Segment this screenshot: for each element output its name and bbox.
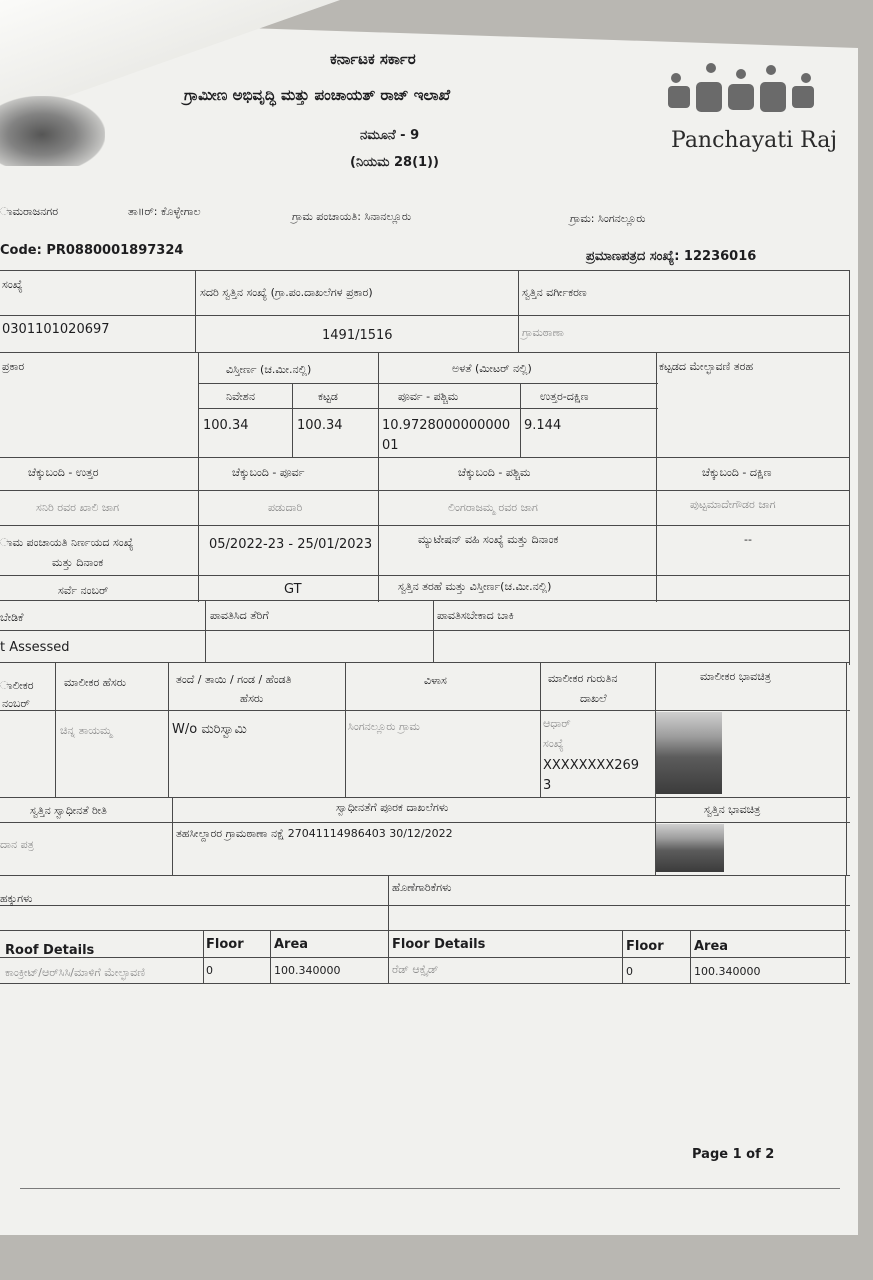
site-area: 100.34: [203, 418, 249, 433]
north-boundary: ಸನಿರಿ ರವರ ಖಾಲಿ ಜಾಗ: [36, 501, 120, 514]
property-id: 0301101020697: [2, 322, 110, 337]
owner-id-number-cont: 3: [543, 778, 552, 793]
relation-header-cont: ಹೆಸರು: [240, 692, 264, 705]
west-boundary-header: ಚೆಕ್ಕುಬಂದಿ - ಪಶ್ಚಿಮ: [458, 466, 531, 479]
measure-header: ಅಳತೆ (ಮೀಟರ್ ನಲ್ಲಿ): [452, 362, 532, 375]
survey-label: ಸರ್ವೆ ನಂಬರ್: [58, 584, 109, 597]
area-header: ವಿಸ್ತೀರ್ಣ (ಚ.ಮೀ.ನಲ್ಲಿ): [226, 363, 312, 376]
east-boundary-header: ಚೆಕ್ಕುಬಂದಿ - ಪೂರ್ವ: [232, 466, 305, 479]
roof-area-header: Area: [274, 937, 309, 952]
type-header: ಪ್ರಕಾರ: [2, 360, 25, 373]
floor-floor-header: Floor: [626, 939, 664, 954]
rights-header: ಹಕ್ಕುಗಳು: [0, 892, 33, 905]
demand-header: ಬೇಡಿಕೆ: [0, 611, 24, 624]
property-photo: [656, 824, 724, 872]
north-south-measure: 9.144: [524, 418, 562, 433]
north-south-header: ಉತ್ತರ-ದಕ್ಷಿಣ: [540, 390, 589, 403]
floor-type: ರೆಡ್ ಆಕ್ಸೈಡ್: [392, 963, 439, 976]
ownership-docs-header: ಸ್ವಾಧೀನತೆಗೆ ಪೂರಕ ದಾಖಲೆಗಳು: [336, 801, 449, 814]
sankhye-header: ಸಂಖ್ಯೆ: [2, 278, 23, 291]
paid-tax-header: ಪಾವತಿಸಿದ ತೆರಿಗೆ: [210, 609, 269, 622]
owner-id-label: ಸಂಖ್ಯೆ: [543, 737, 564, 750]
building-area: 100.34: [297, 418, 343, 433]
form-number: ನಮೂನೆ - 9: [360, 128, 420, 143]
classification: ಗ್ರಾಮಠಾಣಾ: [522, 326, 564, 339]
property-number: 1491/1516: [322, 328, 393, 343]
ownership-docs: ತಹಸೀಲ್ದಾರರ ಗ್ರಾಮಠಾಣಾ ನಕ್ಷೆ 27041114986403 30/12/2022: [176, 827, 453, 840]
demand-value: t Assessed: [0, 640, 70, 655]
form-rule: (ನಿಯಮ 28(1)): [350, 155, 439, 170]
relation-header: ತಂದೆ / ತಾಯಿ / ಗಂಡ / ಹೆಂಡತಿ: [176, 673, 292, 686]
owner-no-header-cont: ನಂಬರ್: [2, 697, 30, 710]
east-boundary: ಪಡುದಾರಿ: [268, 501, 303, 514]
state-emblem-icon: [0, 96, 105, 166]
west-boundary: ಲಿಂಗರಾಜಮ್ಮ ರವರ ಜಾಗ: [448, 501, 538, 514]
taluk: ತಾ॥ರ್: ಕೊಳ್ಳೇಗಾಲ: [128, 205, 201, 218]
owner-photo-header: ಮಾಲೀಕರ ಭಾವಚಿತ್ರ: [700, 670, 771, 683]
page-number: Page 1 of 2: [692, 1147, 775, 1162]
roof-details-header: Roof Details: [5, 943, 95, 958]
south-boundary-header: ಚೆಕ್ಕುಬಂದಿ - ದಕ್ಷಿಣ: [702, 466, 772, 479]
dept-title: ಗ್ರಾಮೀಣ ಅಭಿವೃದ್ಧಿ ಮತ್ತು ಪಂಚಾಯತ್ ರಾಜ್ ಇಲಾಖೆ: [184, 86, 451, 104]
liabilities-header: ಹೊಣೆಗಾರಿಕೆಗಳು: [392, 881, 452, 894]
floor-details-header: Floor Details: [392, 937, 486, 952]
owner-id-number: XXXXXXXX269: [543, 758, 640, 773]
roof-area: 100.340000: [274, 964, 341, 977]
address-header: ವಿಳಾಸ: [424, 674, 447, 687]
site-header: ನಿವೇಶನ: [226, 390, 255, 403]
district: ಾಮರಾಜನಗರ: [0, 205, 59, 218]
building-header: ಕಟ್ಟಡ: [318, 390, 338, 403]
floor-floor: 0: [626, 965, 633, 978]
property-photo-header: ಸ್ವತ್ತಿನ ಭಾವಚಿತ್ರ: [704, 803, 761, 816]
village: ಗ್ರಾಮ: ಸಿಂಗನಲ್ಲೂರು: [570, 212, 646, 225]
south-boundary: ಪುಟ್ಟಮಾದೇಗೌಡರ ಜಾಗ: [690, 498, 776, 511]
owner-address: ಸಿಂಗನಲ್ಲೂರು ಗ್ರಾಮ: [348, 720, 420, 733]
certificate-number: ಪ್ರಮಾಣಪತ್ರದ ಸಂಖ್ಯೆ: 12236016: [586, 249, 757, 264]
east-west-header: ಪೂರ್ವ - ಪಶ್ಚಿಮ: [398, 390, 459, 403]
north-boundary-header: ಚೆಕ್ಕುಬಂದಿ - ಉತ್ತರ: [28, 466, 99, 479]
owner-relation: W/o ಮರಿಸ್ವಾಮಿ: [172, 722, 247, 737]
property-code: Code: PR0880001897324: [0, 243, 184, 258]
owner-name: ಚಿನ್ನ ತಾಯಮ್ಮ: [60, 724, 112, 737]
owner-id-header-cont: ದಾಖಲೆ: [580, 692, 607, 705]
owner-name-header: ಮಾಲೀಕರ ಹೆಸರು: [64, 676, 127, 689]
due-tax-header: ಪಾವತಿಸಬೇಕಾದ ಬಾಕಿ: [437, 609, 514, 622]
owner-id-type: ಆಧಾರ್: [543, 717, 571, 730]
east-west-measure-cont: 01: [382, 438, 399, 453]
mutation-label: ಮ್ಯುಟೇಷನ್ ವಹಿ ಸಂಖ್ಯೆ ಮತ್ತು ದಿನಾಂಕ: [418, 533, 559, 546]
panchayati-raj-logo-icon: [666, 60, 816, 125]
ownership-mode: ದಾನ ಪತ್ರ: [0, 838, 34, 851]
owner-photo: [656, 712, 722, 794]
property-nature-label: ಸ್ವತ್ತಿನ ತರಹೆ ಮತ್ತು ವಿಸ್ತೀರ್ಣ(ಚ.ಮೀ.ನಲ್ಲಿ): [398, 580, 552, 593]
ownership-mode-header: ಸ್ವತ್ತಿನ ಸ್ವಾಧೀನತೆ ರೀತಿ: [30, 804, 107, 817]
classification-header: ಸ್ವತ್ತಿನ ವರ್ಗೀಕರಣ: [522, 286, 587, 299]
floor-area-header: Area: [694, 939, 729, 954]
east-west-measure: 10.9728000000000: [382, 418, 511, 433]
mutation-value: --: [744, 533, 752, 546]
resolution-label: ಾಮ ಪಂಚಾಯತಿ ನಿರ್ಣಯದ ಸಂಖ್ಯೆ: [0, 536, 134, 549]
roof-floor-header: Floor: [206, 937, 244, 952]
gram-panchayat: ಗ್ರಾಮ ಪಂಚಾಯತಿ: ಸಿನಾನಲ್ಲೂರು: [292, 210, 412, 223]
survey-value: GT: [284, 582, 302, 597]
roof-type: ಕಾಂಕ್ರೀಟ್/ಆರ್‌ಸಿಸಿ/ಮಾಳಿಗೆ ಮೇಲ್ಛಾವಣಿ: [5, 966, 145, 979]
panchayati-raj-logo-text: Panchayati Raj: [671, 128, 838, 153]
owner-no-header: ಾಲೀಕರ: [0, 679, 34, 692]
property-no-header: ಸದರಿ ಸ್ವತ್ತಿನ ಸಂಖ್ಯೆ (ಗ್ರಾ.ಪಂ.ದಾಖಲೆಗಳ ಪ್ರಕಾರ): [200, 286, 373, 299]
roof-type-header: ಕಟ್ಟಡದ ಮೇಲ್ಛಾವಣಿ ತರಹ: [659, 360, 754, 373]
floor-area: 100.340000: [694, 965, 761, 978]
resolution-label-cont: ಮತ್ತು ದಿನಾಂಕ: [52, 556, 104, 569]
roof-floor: 0: [206, 964, 213, 977]
owner-id-header: ಮಾಲೀಕರ ಗುರುತಿನ: [548, 672, 618, 685]
govt-title: ಕರ್ನಾಟಕ ಸರ್ಕಾರ: [330, 50, 416, 68]
paper-sheet: [0, 20, 858, 1235]
resolution-value: 05/2022-23 - 25/01/2023: [209, 537, 373, 552]
